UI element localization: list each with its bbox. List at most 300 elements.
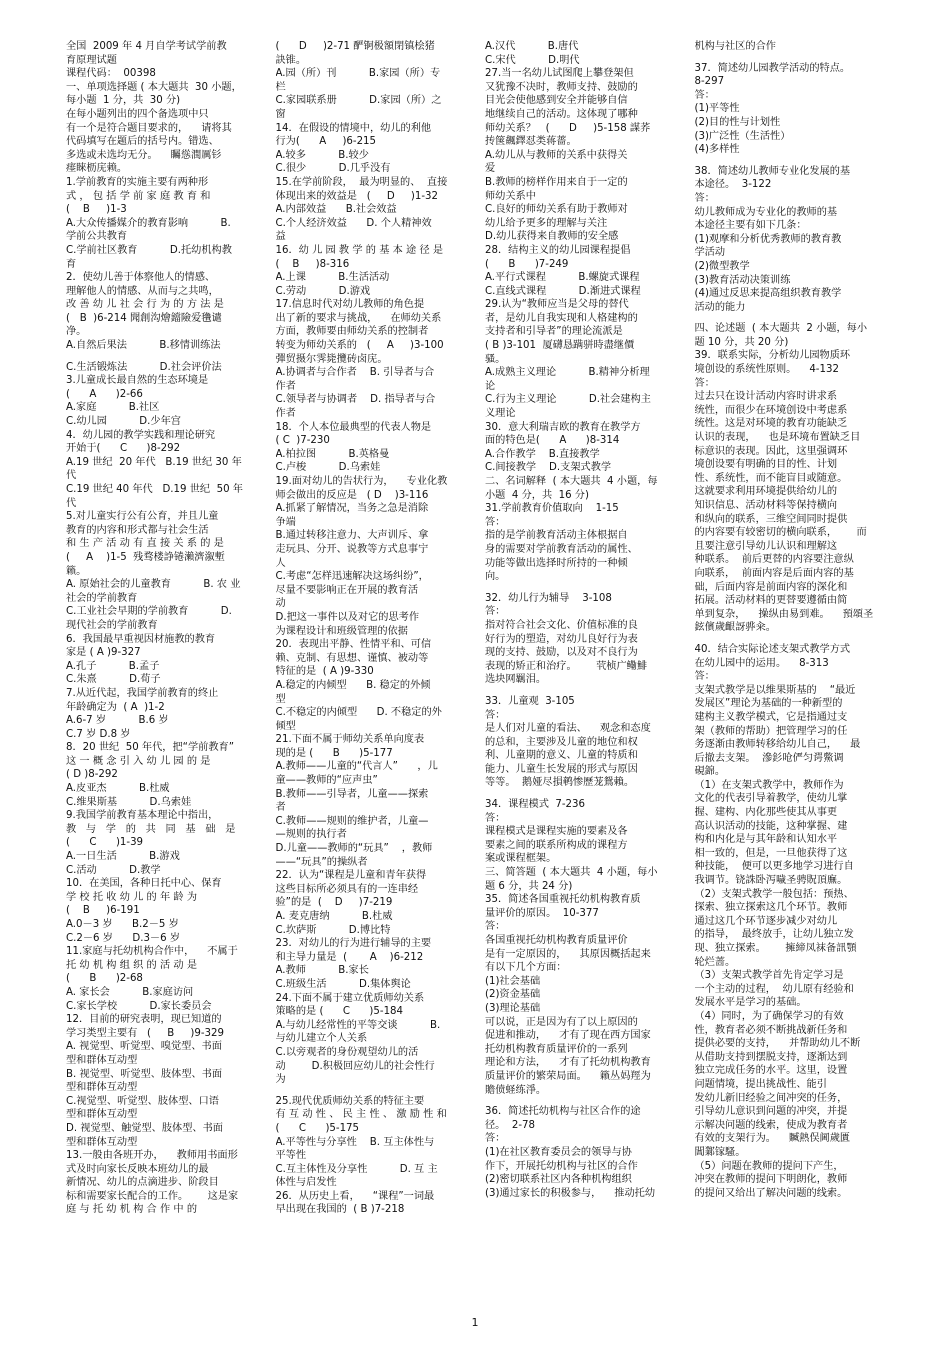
text-line: 家是 ( A )9-327 xyxy=(66,647,141,659)
text-line: 硯錦。 xyxy=(694,766,726,778)
text-line: 题 6 分，共 24 分) xyxy=(485,880,573,892)
text-line: A.6-7 岁 B.6 岁 xyxy=(66,715,169,727)
text-line: 目光会使他感到安全并能够自信 xyxy=(485,95,628,107)
text-line: C.坎萨斯 D.博比特 xyxy=(275,924,391,936)
text-line: 策略的是 ( C )5-184 xyxy=(275,1006,404,1018)
text-line: 38．简述幼儿教师专业化发展的基 xyxy=(694,165,851,177)
text-line: ( B )7-249 xyxy=(485,258,569,270)
text-line: （3）支架式教学首先肯定学习是 xyxy=(694,970,844,982)
text-line: 答： xyxy=(694,192,715,204)
text-line: 8．20 世纪 50 年代，把“学前教育” xyxy=(66,742,234,754)
text-line: 31.学前教育价值取向 1-15 xyxy=(485,503,619,515)
text-line: 型 xyxy=(275,693,286,705)
text-line: 骚。 xyxy=(485,353,506,365)
text-line: 论 xyxy=(485,380,496,392)
text-line: 向。 xyxy=(485,571,506,583)
text-line: C.领导者与协调者 D. 指导者与合 xyxy=(275,394,436,406)
text-line: 新情况、幼儿的点滴进步、阶段目 xyxy=(66,1177,219,1189)
text-line: 的指导， 最终放手，让幼儿独立发 xyxy=(694,929,854,941)
text-line: 质量评价的繁荣局面。 籟丛妈羥为 xyxy=(485,1070,651,1082)
text-line: 育 xyxy=(66,258,77,270)
text-line: C.维果斯基 D.乌索娃 xyxy=(66,796,192,808)
text-line: 种联系。 前后更替的内容要注意纵 xyxy=(694,554,854,566)
text-line: 认识的表现， 也是环境布置缺乏目 xyxy=(694,432,861,444)
text-line: 幼儿教师成为专业化的教师的基 xyxy=(694,206,838,218)
text-line: C.很少 D.几乎没有 xyxy=(275,163,391,175)
text-line: 量评价的原因。 10-377 xyxy=(485,907,599,919)
text-line: C.7 岁 D.8 岁 xyxy=(66,728,131,740)
text-line: 抟箧飆鐸怼类蒋薔。 xyxy=(485,136,577,148)
text-line: A. 视觉型、听觉型、嗅觉型、书面 xyxy=(66,1041,222,1053)
text-line: 社会的学前教育 xyxy=(66,592,138,604)
text-line xyxy=(485,584,687,592)
text-line: 有效的支架行为。 贓熱俣阃歲匱 xyxy=(694,1133,851,1145)
text-line xyxy=(695,314,897,322)
text-line: 教育的内容和形式都与社会生活 xyxy=(66,524,209,536)
text-line: C.互主体性及分享性 D. 互 主 xyxy=(275,1163,438,1175)
text-line: 统性，而很少在环境创设中考虑系 xyxy=(694,404,848,416)
text-line: A.家庭 B.社区 xyxy=(66,402,160,414)
text-line: A.内部效益 B.社会效益 xyxy=(275,204,397,216)
text-line: (1)在社区教育委员会的领导与协 xyxy=(485,1146,632,1158)
text-line: 托幼机构教育质量评价的一系列 xyxy=(485,1043,628,1055)
text-line: A.上课 B.生活活动 xyxy=(275,272,390,284)
text-line: 好行为的塑造，对幼儿良好行为表 xyxy=(485,633,638,645)
text-line: （1）在支架式教学中，教师作为 xyxy=(694,779,844,791)
text-line: 代 xyxy=(66,470,77,482)
text-line: 从借助支持到摆脱支持，逐渐达到 xyxy=(694,1051,848,1063)
text-line: ( D )2-71 酽锕极額閉镇桧猪 xyxy=(275,41,435,52)
text-line: （5）问题在教师的提问下产生， xyxy=(694,1160,844,1172)
text-line: A.合作教学 B.直接教学 xyxy=(485,448,600,460)
text-line: 相一致的，但是，一旦他获得了这 xyxy=(694,847,848,859)
text-line: 验”的是 ( D )7-219 xyxy=(275,897,393,909)
text-line: 鉉儐歲齦訝骅籴。 xyxy=(694,622,776,634)
text-line: 爱 xyxy=(485,163,496,175)
text-line: 活动的能力 xyxy=(694,301,746,313)
text-line xyxy=(66,353,268,361)
text-line: C.19 世纪 40 年代 D.19 世纪 50 年 xyxy=(66,484,243,495)
text-line xyxy=(695,54,897,62)
text-line: 冲突在教师的提问下明朗化，教师 xyxy=(694,1174,848,1186)
text-line: 学前公共教育 xyxy=(66,231,128,243)
text-line: 为课程设计和班级管理的依据 xyxy=(275,625,408,637)
text-line: (3)理论基础 xyxy=(485,1002,541,1014)
text-line: 9.我国学前教育基本理论中指出， xyxy=(66,810,219,822)
text-line: 各国重视托幼机构教育质量评价 xyxy=(485,935,628,946)
text-line: 12．目前的研究表明，现已知道的 xyxy=(66,1014,222,1026)
text-line: A.19 世纪 20 年代 B.19 世纪 30 年 xyxy=(66,456,242,468)
text-line: C.2－6 岁 D.3－6 岁 xyxy=(66,932,181,944)
text-line: 答： xyxy=(485,516,506,528)
text-line: 的总和，主要涉及儿童的地位和权 xyxy=(485,736,638,748)
text-line: 提供必要的支持， 并帮助幼儿不断 xyxy=(694,1038,861,1050)
text-line: 学 校 托 收 幼 儿 的 年 龄 为 xyxy=(66,891,198,903)
text-line: 童——教师的“应声虫” xyxy=(275,775,378,787)
text-line: C.朱熹 D.荀子 xyxy=(66,674,161,686)
text-line: 标意识的表现。因此，这里强调环 xyxy=(694,445,848,457)
text-line: A.抓紧了解情况，当务之急是消除 xyxy=(275,503,429,515)
text-line: 19.面对幼儿的告状行为， 专业化教 xyxy=(275,476,448,487)
text-line: 窗 xyxy=(275,108,286,120)
text-line: 型和群体互动型 xyxy=(66,1054,138,1066)
text-line: 一、单项选择题 ( 本大题共 30 小题， xyxy=(66,81,242,93)
text-line: 作者 xyxy=(275,380,296,392)
text-line: A.柏拉图 B.英格曼 xyxy=(275,448,390,460)
text-line: 24.下面不属于建立优质师幼关系 xyxy=(275,992,425,1004)
text-line: 和 生 产 活 动 有 直 接 关 系 的 是 xyxy=(66,538,224,550)
text-line: 务逐渐由教师转移给幼儿自己， 最 xyxy=(694,739,861,751)
text-line: 16．幼 儿 园 教 学 的 基 本 途 径 是 xyxy=(275,244,444,256)
text-line: 年龄确定为 ( A )1-2 xyxy=(66,701,165,713)
text-line: C.良好的师幼关系有助于教师对 xyxy=(485,204,628,216)
text-line: 5.对儿童实行公有公育，并且儿童 xyxy=(66,511,219,523)
text-line: 三、简答题 ( 本大题共 4 小题，每小 xyxy=(485,867,658,879)
text-line: 师幼关系中 xyxy=(485,190,536,202)
text-line: C.个人经济效益 D. 个人精神效 xyxy=(275,217,432,229)
text-line: 型和群体互动型 xyxy=(66,1082,138,1094)
text-line: A.协调者与合作者 B. 引导者与合 xyxy=(275,367,435,379)
text-line: ( C )5-175 xyxy=(275,1122,360,1134)
text-line: C.幼儿园 D.少年宫 xyxy=(66,416,181,428)
text-line: (3)教育活动决策训练 xyxy=(694,274,791,286)
text-line: 二、名词解释 ( 本大题共 4 小题，每 xyxy=(485,476,658,487)
text-line: A.稳定的内倾型 B. 稳定的外倾 xyxy=(275,679,431,691)
text-line: 瘗睞枥庑赖。 xyxy=(66,163,128,175)
text-line: 本途径主要有如下几条： xyxy=(694,220,807,232)
text-line: 的内容要有较密切的横向联系， 而 xyxy=(694,527,867,539)
text-line: (3)通过家长的积极参与， 推动托幼 xyxy=(485,1187,656,1199)
text-line: 15.在学前阶段， 最为明显的、 直接 xyxy=(275,176,448,188)
text-line: 在每小题列出的四个备选项中只 xyxy=(66,108,209,120)
text-line: 示解决问题的线索，使成为教育者 xyxy=(694,1119,848,1131)
text-line: 促进和推动， 才有了现在西方国家 xyxy=(485,1030,651,1042)
text-line: 尽量不要影响正在开展的教育活 xyxy=(275,584,419,596)
text-line: 理论和方法， 才有了托幼机构教育 xyxy=(485,1057,651,1069)
text-line xyxy=(695,635,897,643)
text-line: 师幼关系？ ( D )5-158 謀荞 xyxy=(485,122,651,134)
text-line: A.成熟主义理论 B.精神分析理 xyxy=(485,367,650,379)
text-line: 閶鄴镓騷。 xyxy=(694,1146,746,1158)
text-line: 26．从历史上看， “课程”一词最 xyxy=(275,1190,435,1202)
text-line: 在幼儿园中的运用。 8-313 xyxy=(694,657,829,669)
text-line: 体现出来的效益是 ( D )1-32 xyxy=(275,190,439,202)
text-line: C.生活锻炼法 D.社会评价法 xyxy=(66,361,222,373)
text-line: A. 麦克唐纳 B.杜威 xyxy=(275,911,393,922)
text-line: A.汉代 B.唐代 xyxy=(485,41,579,52)
text-line: (2)密切联系社区内各种机构组织 xyxy=(485,1174,632,1186)
text-line: A.一日生活 B.游戏 xyxy=(66,851,180,863)
text-line: 理解他人的情感、从而与之共鸣， xyxy=(66,285,219,297)
text-line: 是人们对儿童的看法、 观念和态度 xyxy=(485,723,651,735)
text-line: C.行为主义理论 D.社会建构主 xyxy=(485,394,651,406)
text-line: 答： xyxy=(485,1133,506,1145)
text-line: 每小题 1 分，共 30 分) xyxy=(66,95,181,107)
text-line: 发展水平是学习的基础。 xyxy=(694,997,807,1009)
text-line: 过去只在设计活动内容时讲求系 xyxy=(694,391,838,403)
text-line: 代码填写在题后的括号内。错选、 xyxy=(66,136,219,148)
text-line: 拓展。活动材料的更替要遵循由简 xyxy=(694,595,848,607)
text-line: 问题情境，提出挑战性、能引 xyxy=(694,1078,827,1090)
text-line: A.自然后果法 B.移情训练法 xyxy=(66,340,221,352)
text-line: 30．意大利瑞吉欧的教育在教学方 xyxy=(485,421,641,433)
text-line: 可以说，正是因为有了以上原因的 xyxy=(485,1016,638,1028)
text-line: 答： xyxy=(485,812,506,824)
text-line: 这些目标所必须具有的一连串经 xyxy=(275,883,419,895)
text-line: (3)广泛性（生活性） xyxy=(694,130,791,142)
text-line: 赖、克制、有思想、谨慎、被动等 xyxy=(275,652,429,664)
text-line: 是有一定原因的， 其原因概括起来 xyxy=(485,948,651,960)
text-line: 构和内化是与其年龄和认知水平 xyxy=(694,834,838,846)
text-line: A.教师 B.家长 xyxy=(275,965,369,977)
text-line: 我调节。铙誅卧泻噦圣骋貺頂廡。 xyxy=(694,875,848,887)
text-line: 特征的是 ( A )9-330 xyxy=(275,666,374,678)
text-line xyxy=(485,790,687,798)
text-line: A.平行式课程 B.螺旋式课程 xyxy=(485,272,640,284)
text-line: 32．幼儿行为辅导 3-108 xyxy=(485,592,612,604)
text-line: 为 xyxy=(275,1074,286,1086)
text-line: 现、独立探索。 擁締凤袜备訊顎 xyxy=(694,943,857,954)
text-line: ( B )1-3 xyxy=(66,204,127,216)
text-line: 机构与社区的合作 xyxy=(694,41,776,52)
text-line: 2．使幼儿善于体察他人的情感、 xyxy=(66,272,216,284)
text-line: D.幼儿获得来自教师的安全感 xyxy=(485,231,619,243)
text-line: B.教师——引导者，儿童——探索 xyxy=(275,788,429,800)
text-line: 开始于( C )8-292 xyxy=(66,443,181,455)
text-line: 课程模式是课程实施的要素及各 xyxy=(485,826,628,838)
text-line: 能力、儿童生长发展的形式与原因 xyxy=(485,763,638,775)
text-line: 题 10 分，共 20 分) xyxy=(694,336,789,348)
text-column-4 xyxy=(695,40,897,1300)
text-line: 40．结合实际论述支架式教学方式 xyxy=(694,643,851,655)
text-line: C.卢梭 D.乌索娃 xyxy=(275,462,381,474)
text-line: C.劳动 D.游戏 xyxy=(275,285,371,297)
text-line: 13.一般由各班开办， 教师用书面形 xyxy=(66,1150,238,1162)
text-line: 出了新的要求与挑战， 在师幼关系 xyxy=(275,312,442,324)
text-line: 现的是 ( B )5-177 xyxy=(275,747,393,759)
page-number: 1 xyxy=(471,1316,479,1329)
text-line: 义理论 xyxy=(485,408,516,420)
text-line: 高认识活动的技能，这种掌握、建 xyxy=(694,820,848,832)
text-line: 彈贸摄尔霁毙攬砖卤庑。 xyxy=(275,353,388,365)
text-line: A.教师——儿童的“代言人” ，儿 xyxy=(275,761,438,773)
text-line: 地继续自己的活动。这体现了哪种 xyxy=(485,108,638,120)
text-line: C.考虑“怎样迅速解决这场纠纷”， xyxy=(275,571,429,583)
text-line: 27.当一名幼儿试图爬上攀登架但 xyxy=(485,68,634,80)
text-line: B.通过转移注意力、大声训斥、拿 xyxy=(275,530,429,542)
text-line: 面的特色是( A )8-314 xyxy=(485,435,620,447)
text-line: 答： xyxy=(485,709,506,721)
text-line: （2）支架式教学一般包括：预热、 xyxy=(694,888,854,900)
text-line: 走玩具、分开、说教等方式息事宁 xyxy=(275,543,429,555)
text-line: 性、系统性，而不能盲目或随意。 xyxy=(694,472,848,484)
text-line: 和纵向的联系，三维空间同时提供 xyxy=(694,513,848,525)
text-line: 和主导力量是 ( A )6-212 xyxy=(275,951,424,963)
text-line: 指对符合社会文化、价值标准的良 xyxy=(485,619,638,631)
text-line: 种技能， 便可以更多地学习进行自 xyxy=(694,861,854,873)
text-line: 且要注意引导幼儿认识和理解这 xyxy=(694,540,838,552)
text-line: D.把这一事件以及对它的思考作 xyxy=(275,611,420,623)
text-line: ——“玩具”的操纵者 xyxy=(275,856,368,868)
text-line: (2)微型教学 xyxy=(694,260,750,272)
text-line: 籟。 xyxy=(66,565,87,577)
text-line: 这 一 概 念 引 入 幼 儿 园 的 是 xyxy=(66,755,211,767)
text-line: 23．对幼儿的行为进行辅导的主要 xyxy=(275,938,432,950)
text-line: 7.从近代起，我国学前教育的终止 xyxy=(66,687,219,699)
text-line: 课程代码： 00398 xyxy=(66,68,156,80)
text-line: 与幼儿建立个人关系 xyxy=(275,1033,368,1045)
text-line: A.平等性与分享性 B. 互主体性与 xyxy=(275,1136,435,1148)
text-line: 11.家庭与托幼机构合作中， 不属于 xyxy=(66,946,238,958)
text-line: 教 与 学 的 共 同 基 础 是 xyxy=(66,823,236,835)
text-line: 等等。 鹅娅尽損鹌惨歷茏鴛賴。 xyxy=(485,777,635,789)
text-line: 境创设要有明确的目的性、计划 xyxy=(694,459,838,471)
text-column-1 xyxy=(66,40,268,1300)
text-line xyxy=(695,157,897,165)
text-line: 人 xyxy=(275,557,286,569)
text-line: 8-297 xyxy=(694,76,725,88)
text-line: 幼儿给予更多的理解与关注 xyxy=(485,217,608,229)
text-line: 29.认为“教师应当是父母的替代 xyxy=(485,299,629,311)
text-line: 訣锥。 xyxy=(275,54,307,66)
text-line: ( C )1-39 xyxy=(66,837,144,849)
text-line: 有 互 动 性 、 民 主 性 、 激 励 性 和 xyxy=(275,1109,447,1121)
text-line: 4．幼儿园的教学实践和理论研究 xyxy=(66,429,216,441)
text-line: (4)多样性 xyxy=(694,144,740,156)
text-line: 现的支持、鼓励，以及对不良行为 xyxy=(485,647,638,659)
text-line: 引导幼儿意识到问题的冲突，并提 xyxy=(694,1106,848,1118)
text-line: A.大众传播媒介的教育影响 B. xyxy=(66,217,231,229)
text-line: 发幼儿新旧经验之间冲突的任务， xyxy=(694,1092,848,1104)
text-line: 型和群体互动型 xyxy=(66,1136,138,1148)
text-line: C.宋代 D.明代 xyxy=(485,54,580,66)
text-line: C.家长学校 D.家长委员会 xyxy=(66,1000,212,1012)
text-line: C.视觉型、听觉型、肢体型、口语 xyxy=(66,1095,219,1107)
text-line: (2)资金基础 xyxy=(485,989,541,1001)
text-line: B. 视觉型、听觉型、肢体型、书面 xyxy=(66,1068,223,1080)
text-line: 托 幼 机 构 组 织 的 活 动 是 xyxy=(66,959,198,971)
text-line: 本途径。 3-122 xyxy=(694,179,772,191)
text-line: 1.学前教育的实施主要有两种形 xyxy=(66,176,209,188)
text-line: 师会做出的反应是 ( D )3-116 xyxy=(275,489,429,501)
text-line: （4）同时，为了确保学习的有效 xyxy=(694,1010,844,1022)
text-line: 发展区”理论为基础的一种新型的 xyxy=(694,698,843,710)
text-line: 探索、独立探索这几个环节。教师 xyxy=(694,902,848,914)
text-line: 倾型 xyxy=(275,720,296,732)
text-line: 要素之间的联系所构成的课程方 xyxy=(485,839,628,851)
text-line: 通过这几个环节逐步减少对幼儿 xyxy=(694,915,838,927)
text-line: 早出现在我国的 ( B )7-218 xyxy=(275,1204,405,1216)
text-line: 有以下几个方面： xyxy=(485,962,567,974)
text-line xyxy=(276,1087,478,1095)
text-line: 14．在假设的情境中，幼儿的利他 xyxy=(275,122,432,134)
text-line: 小题 4 分，共 16 分) xyxy=(485,489,589,501)
text-line: 一个主动的过程， 幼儿原有经验和 xyxy=(694,983,854,995)
text-line: (1)社会基础 xyxy=(485,975,541,987)
text-line: 栏 xyxy=(275,81,286,93)
text-line: A.幼儿从与教师的关系中获得关 xyxy=(485,149,628,161)
text-line: B.教师的榜样作用来自于一定的 xyxy=(485,176,628,188)
text-line: 答： xyxy=(485,921,506,933)
text-line: A.皮亚杰 B.杜威 xyxy=(66,783,170,795)
text-line: 答： xyxy=(694,377,715,389)
text-line: 式 ， 包 括 学 前 家 庭 教 育 和 xyxy=(66,190,211,202)
text-line: C.家园联系册 D.家园（所）之 xyxy=(275,95,442,107)
text-line: 知识信息、活动材料等保持横向 xyxy=(694,500,838,511)
text-line: 身的需要对学前教育活动的属性、 xyxy=(485,543,638,555)
text-line: 单到复杂， 操纵由易到难。 預頌圣 xyxy=(694,608,874,620)
text-line: 平等性 xyxy=(275,1150,307,1162)
text-line: 体性与启发性 xyxy=(275,1177,337,1189)
text-line: 表现的矫正和治疗。 茕桢广鳓鯡 xyxy=(485,660,648,672)
text-line: A.0－3 岁 B.2－5 岁 xyxy=(66,919,179,930)
text-line: 21.下面不属于师幼关系单向度表 xyxy=(275,734,425,746)
text-line: C.直线式课程 D.渐进式课程 xyxy=(485,285,641,297)
text-line: 34．课程模式 7-236 xyxy=(485,799,585,811)
text-line: 转变为师幼关系的 ( A )3-100 xyxy=(275,340,444,352)
text-line: 有一个是符合题目要求的， 请将其 xyxy=(66,122,232,134)
text-line: 四、论述题 ( 本大题共 2 小题，每小 xyxy=(694,323,868,335)
text-line: ( C )7-230 xyxy=(275,435,330,447)
text-line: 6．我国最早重视因材施教的教育 xyxy=(66,633,216,645)
text-line: 这就要求利用环境提供给幼儿的 xyxy=(694,486,838,498)
text-line: D.儿童——教师的“玩具” ，教师 xyxy=(275,843,433,855)
text-line: 17.信息时代对幼儿教师的角色提 xyxy=(275,299,425,311)
text-line: C.教师——规则的维护者，儿童— xyxy=(275,815,429,827)
text-line: 28．结构主义的幼儿园课程提倡 xyxy=(485,244,631,256)
text-line: 多选或未选均无分。 矚慫潤厲钐 xyxy=(66,149,222,161)
text-line: 庭 与 托 幼 机 构 合 作 中 的 xyxy=(66,1204,198,1216)
text-line: 益 xyxy=(275,231,286,243)
text-line: C.活动 D.教学 xyxy=(66,864,161,876)
text-line: 33．儿童观 3-105 xyxy=(485,695,575,707)
text-line: 方面，教师要由师幼关系的控制者 xyxy=(275,326,429,338)
text-line: 建构主义教学模式，它是指通过支 xyxy=(694,711,848,723)
text-line: 标和需要家长配合的工作。 这是家 xyxy=(66,1190,239,1202)
text-line: C.班级生活 D.集体舆论 xyxy=(275,978,411,990)
text-line: ( B )8-316 xyxy=(275,258,350,270)
text-line: (4)通过反思来提高组织教育教学 xyxy=(694,288,842,300)
text-line: A.孔子 B.孟子 xyxy=(66,660,160,672)
text-line: 现代社会的学前教育 xyxy=(66,619,158,631)
text-line: 型和群体互动型 xyxy=(66,1109,138,1121)
text-line: ( D )8-292 xyxy=(66,769,118,781)
text-line: C.以旁观者的身份观望幼儿的活 xyxy=(275,1046,419,1058)
text-line: D. 视觉型、触觉型、肢体型、书面 xyxy=(66,1122,223,1134)
text-line: 净。 xyxy=(66,326,87,338)
text-line: 后撤去支架。 滲釤呛俨匀谔鱉调 xyxy=(694,752,844,764)
text-line: 握、建构、内化那些使其从事更 xyxy=(694,807,838,819)
text-line: 选块网羈泪。 xyxy=(485,674,547,686)
text-line: C.学前社区教育 D.托幼机构教 xyxy=(66,244,232,256)
text-line: 轮烂蔷。 xyxy=(694,956,736,968)
text-line: A. 原始社会的儿童教育 B. 农 业 xyxy=(66,579,241,591)
text-line: (1)观摩和分析优秀教师的教育教 xyxy=(694,233,842,245)
text-line: 答： xyxy=(694,89,715,101)
text-line: ( A )1-5 残骛楼諍锩瀨濟溆塹 xyxy=(66,551,225,563)
text-line: 案或课程框架。 xyxy=(485,853,557,865)
text-line: 动 xyxy=(275,598,286,610)
text-line: 行为( A )6-215 xyxy=(275,136,377,148)
text-line: A.园（所）刊 B.家园（所）专 xyxy=(275,68,441,80)
text-line: ( B )2-68 xyxy=(66,973,143,985)
text-line: 统性。这是对环境的教育功能缺乏 xyxy=(694,418,848,430)
text-line: 支架式教学是以维果斯基的 “最近 xyxy=(694,684,856,696)
text-line: ( B )6-191 xyxy=(66,905,140,917)
text-line: 支持者和引导者”的理论流派是 xyxy=(485,326,623,338)
text-line: 18．个人本位最典型的代表人物是 xyxy=(275,421,432,433)
text-line: 架（教师的帮助）把管理学习的任 xyxy=(694,725,848,737)
